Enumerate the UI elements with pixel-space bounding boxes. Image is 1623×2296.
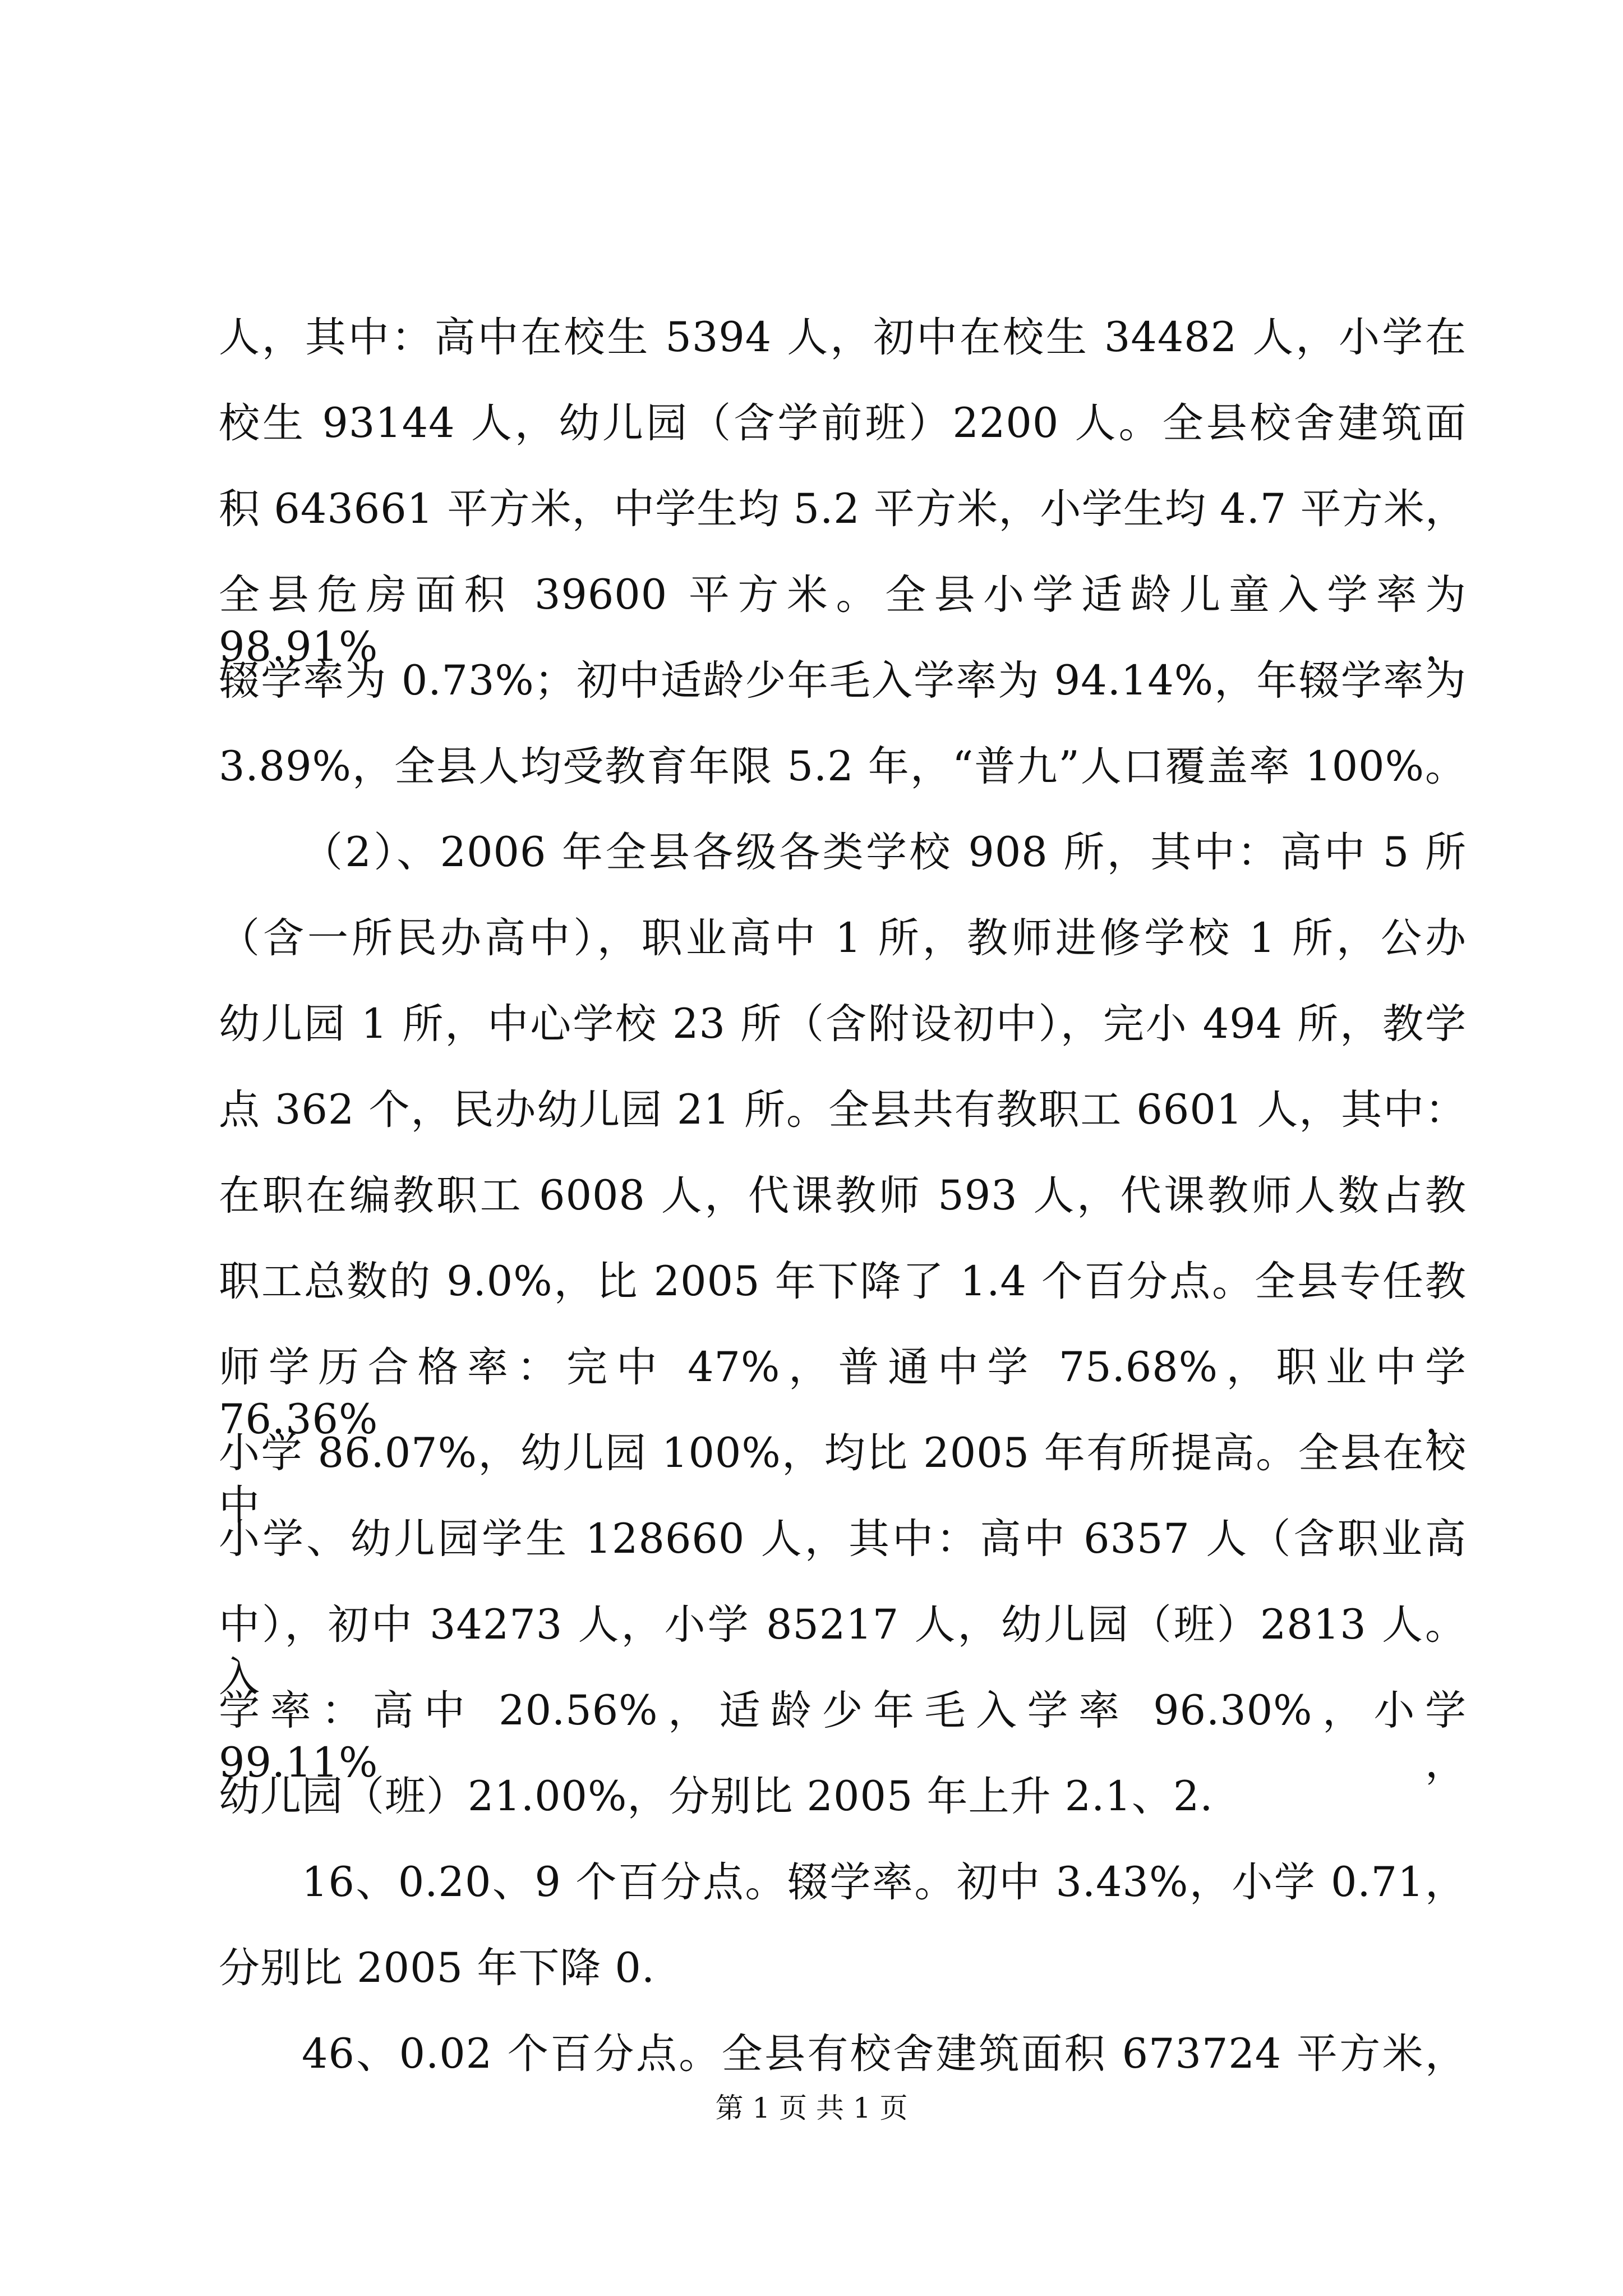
text-line: 学率：高中 20.56%，适龄少年毛入学率 96.30%，小学 99.11%， (219, 1687, 1467, 1787)
page-footer: 第 1 页 共 1 页 (715, 2092, 908, 2124)
body-text (219, 311, 1467, 2114)
text-line: 辍学率为 0.73%；初中适龄少年毛入学率为 94.14%，年辍学率为 (219, 657, 1467, 705)
text-line: 小学、幼儿园学生 128660 人，其中：高中 6357 人（含职业高 (219, 1515, 1467, 1563)
paragraph-end-line: 幼儿园（班）21.00%，分别比 2005 年上升 2.1、2. (219, 1773, 1214, 1820)
text-line: 中），初中 34273 人，小学 85217 人，幼儿园（班）2813 人。入 (219, 1601, 1467, 1701)
text-line: 点 362 个，民办幼儿园 21 所。全县共有教职工 6601 人，其中： (219, 1086, 1467, 1134)
text-line: 小学 86.07%，幼儿园 100%，均比 2005 年有所提高。全县在校中 (219, 1429, 1467, 1529)
text-line: 积 643661 平方米，中学生均 5.2 平方米，小学生均 4.7 平方米， (219, 485, 1467, 533)
text-line: （含一所民办高中），职业高中 1 所，教师进修学校 1 所，公办 (219, 914, 1467, 962)
text-line: 全县危房面积 39600 平方米。全县小学适龄儿童入学率为 98.91%， (219, 571, 1467, 671)
text-line: 职工总数的 9.0%，比 2005 年下降了 1.4 个百分点。全县专任教 (219, 1258, 1467, 1305)
paragraph-start-line: 46、0.02 个百分点。全县有校舍建筑面积 673724 平方米， (302, 2030, 1467, 2078)
text-line: 人，其中：高中在校生 5394 人，初中在校生 34482 人，小学在 (219, 314, 1467, 361)
paragraph-start-line: （2）、2006 年全县各级各类学校 908 所，其中：高中 5 所 (302, 829, 1467, 876)
text-line: 校生 93144 人，幼儿园（含学前班）2200 人。全县校舍建筑面 (219, 399, 1467, 447)
text-line: 幼儿园 1 所，中心学校 23 所（含附设初中），完小 494 所，教学 (219, 1000, 1467, 1048)
text-line: 3.89%，全县人均受教育年限 5.2 年，“普九”人口覆盖率 100%。 (219, 743, 1467, 790)
text-line: 师学历合格率：完中 47%，普通中学 75.68%，职业中学 76.36%， (219, 1343, 1467, 1443)
text-line: 在职在编教职工 6008 人，代课教师 593 人，代课教师人数占教 (219, 1172, 1467, 1220)
paragraph-start-line: 16、0.20、9 个百分点。辍学率。初中 3.43%，小学 0.71， (302, 1858, 1467, 1906)
paragraph-end-line: 分别比 2005 年下降 0. (219, 1944, 656, 1992)
